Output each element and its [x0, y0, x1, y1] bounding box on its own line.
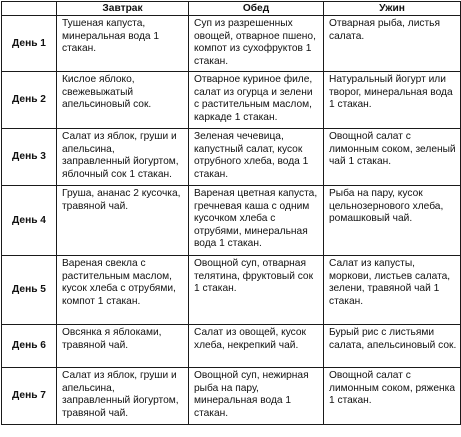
lunch-text: Салат из овощей, кусок хлеба, некрепкий чай. [194, 327, 307, 351]
dinner-cell [324, 368, 461, 425]
header-day [2, 2, 57, 16]
dinner-text: Овощной салат с лимонным соком, зеленый чай 1 стакан. [329, 131, 456, 168]
lunch-cell [189, 72, 324, 129]
breakfast-cell [57, 186, 189, 256]
meal-plan-table [1, 1, 461, 425]
day-label: День 6 [2, 325, 57, 368]
breakfast-text: Овсянка я яблоками, травяной чай. [62, 327, 162, 351]
dinner-cell [324, 325, 461, 368]
lunch-cell [189, 368, 324, 425]
breakfast-text: Тушеная капуста, минеральная вода 1 стакан. [62, 18, 160, 55]
dinner-cell [324, 129, 461, 186]
dinner-text: Овощной салат с лимонным соком, ряженка 1 стакан. [329, 370, 456, 407]
lunch-text: Суп из разрешенных овощей, отварное пшено, компот из сухофруктов 1 стакан. [194, 18, 316, 67]
lunch-text: Овощной суп, отварная телятина, фруктовый сок 1 стакан. [194, 258, 314, 295]
table-row [2, 129, 461, 186]
breakfast-text: Груша, ананас 2 кусочка, травяной чай. [62, 188, 181, 212]
table-row [2, 325, 461, 368]
breakfast-cell [57, 72, 189, 129]
table-row [2, 256, 461, 325]
breakfast-cell [57, 256, 189, 325]
lunch-text: Отварное куриное филе, салат из огурца и зелени с растительным маслом, каркаде 1 стакан. [194, 74, 313, 123]
breakfast-text: Салат из яблок, груши и апельсина, заправленный йогуртом, яблочный сок 1 стакан. [62, 131, 179, 180]
dinner-cell [324, 186, 461, 256]
table-row [2, 16, 461, 72]
day-label: День 1 [2, 16, 57, 72]
lunch-text: Овощной суп, нежирная рыба на пару, минеральная вода 1 стакан. [194, 370, 309, 419]
day-label: День 7 [2, 368, 57, 425]
day-label: День 4 [2, 186, 57, 256]
day-label: День 3 [2, 129, 57, 186]
dinner-cell [324, 72, 461, 129]
dinner-cell [324, 16, 461, 72]
lunch-cell [189, 186, 324, 256]
dinner-text: Натуральный йогурт или творог, минеральная вода 1 стакан. [329, 74, 453, 111]
dinner-text: Бурый рис с листьями салата, апельсиновый сок. [329, 327, 457, 351]
lunch-cell [189, 129, 324, 186]
header-breakfast: Завтрак [57, 2, 189, 16]
table-row [2, 72, 461, 129]
breakfast-cell [57, 325, 189, 368]
table-row [2, 368, 461, 425]
lunch-cell [189, 16, 324, 72]
dinner-text: Рыба на пару, кусок цельнозернового хлеба, ромашковый чай. [329, 188, 444, 225]
header-dinner: Ужин [324, 2, 461, 16]
lunch-text: Зеленая чечевица, капустный салат, кусок отрубного хлеба, вода 1 стакан. [194, 131, 309, 180]
breakfast-cell [57, 368, 189, 425]
lunch-text: Вареная цветная капуста, гречневая каша с одним кусочком хлеба с отрубями, минеральная вода 1 стакан. [194, 188, 318, 250]
day-label: День 5 [2, 256, 57, 325]
breakfast-cell [57, 129, 189, 186]
breakfast-text: Кислое яблоко, свежевыжатый апельсиновый сок. [62, 74, 152, 111]
dinner-cell [324, 256, 461, 325]
table-row [2, 186, 461, 256]
breakfast-text: Вареная свекла с растительным маслом, кусок хлеба с отрубями, компот 1 стакан. [62, 258, 176, 307]
dinner-text: Отварная рыба, листья салата. [329, 18, 440, 42]
breakfast-cell [57, 16, 189, 72]
dinner-text: Салат из капусты, моркови, листьев салата, зелени, травяной чай 1 стакан. [329, 258, 451, 307]
day-label: День 2 [2, 72, 57, 129]
header-lunch: Обед [189, 2, 324, 16]
lunch-cell [189, 256, 324, 325]
lunch-cell [189, 325, 324, 368]
breakfast-text: Салат из яблок, груши и апельсина, заправленный йогуртом, травяной чай. [62, 370, 179, 419]
header-row [2, 2, 461, 16]
